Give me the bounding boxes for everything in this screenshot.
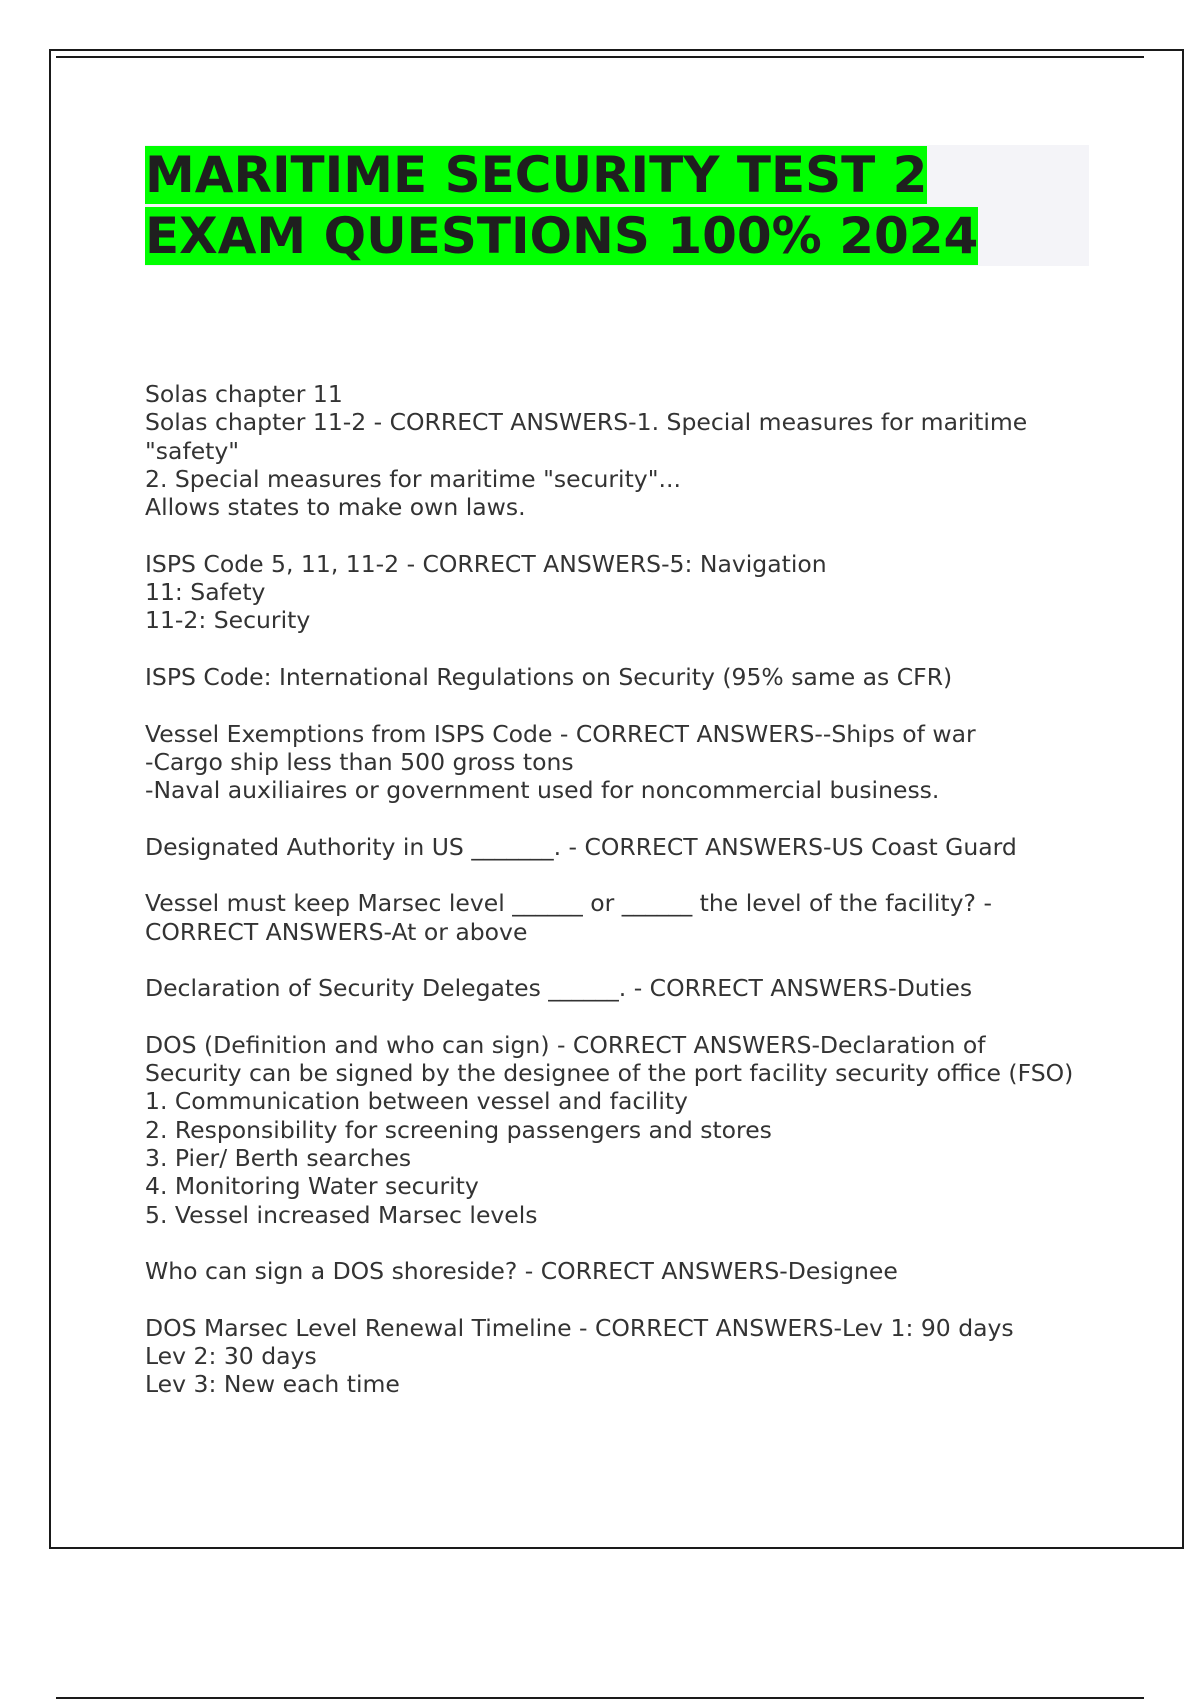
qa-entry-designated-authority: Designated Authority in US _______. - CORRECT ANSWERS-US Coast Guard [145, 832, 1017, 861]
bottom-rule [56, 1697, 1144, 1699]
qa-entry-marsec-level: Vessel must keep Marsec level ______ or ______ the level of the facility? - CORRECT ANSWERS-At or above [145, 889, 992, 946]
qa-entry-isps-code: ISPS Code: International Regulations on Security (95% same as CFR) [145, 662, 953, 691]
title-line-1: MARITIME SECURITY TEST 2 [145, 146, 928, 204]
qa-entry-dos-definition: DOS (Definition and who can sign) - CORRECT ANSWERS-Declaration of Security can be signed by the designee of the port facility security office (FSO) 1. Communication between vessel and facility 2. Responsibility for screening passengers and stores 3. Pier/ Berth searches 4. Monitoring Water security 5. Vessel increased Marsec levels [145, 1030, 1074, 1229]
title-line-2: EXAM QUESTIONS 100% 2024 [145, 207, 979, 265]
qa-list [145, 380, 1085, 1427]
qa-entry-dos-renewal: DOS Marsec Level Renewal Timeline - CORRECT ANSWERS-Lev 1: 90 days Lev 2: 30 days Lev 3: New each time [145, 1313, 1014, 1399]
qa-entry-vessel-exemptions: Vessel Exemptions from ISPS Code - CORRECT ANSWERS--Ships of war -Cargo ship less than 500 gross tons -Naval auxiliaires or government used for noncommercial business. [145, 719, 976, 805]
qa-entry-solas: Solas chapter 11 Solas chapter 11-2 - CORRECT ANSWERS-1. Special measures for maritime "safety" 2. Special measures for maritime "security"... Allows states to make own laws. [145, 380, 1028, 522]
qa-entry-dos-shoreside: Who can sign a DOS shoreside? - CORRECT ANSWERS-Designee [145, 1257, 898, 1286]
qa-entry-isps-chapters: ISPS Code 5, 11, 11-2 - CORRECT ANSWERS-5: Navigation 11: Safety 11-2: Security [145, 549, 827, 635]
page-title [145, 145, 978, 267]
qa-entry-dos-delegates: Declaration of Security Delegates ______. - CORRECT ANSWERS-Duties [145, 974, 973, 1003]
